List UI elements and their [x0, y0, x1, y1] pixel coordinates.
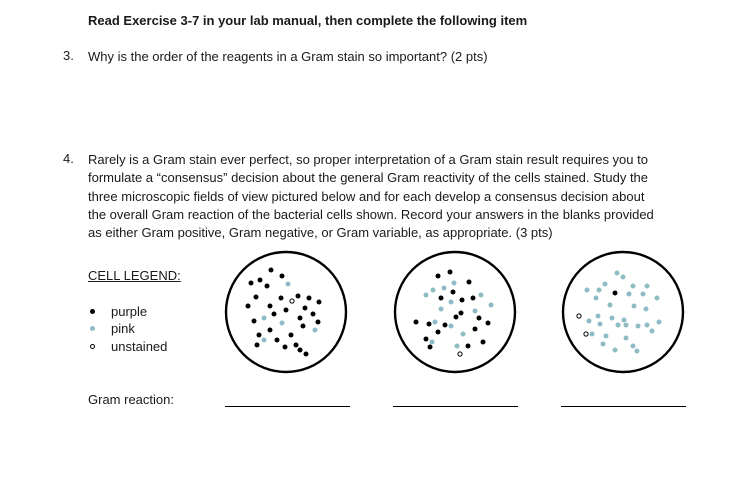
- pink-cell: [430, 340, 435, 345]
- question-4-text: [88, 151, 688, 242]
- purple-cell: [265, 284, 270, 289]
- purple-cell: [414, 320, 419, 325]
- gram-reaction-label: Gram reaction:: [88, 392, 174, 407]
- purple-cell: [298, 316, 303, 321]
- purple-cell: [317, 300, 322, 305]
- pink-cell: [624, 323, 629, 328]
- pink-cell: [262, 316, 267, 321]
- pink-cell: [585, 288, 590, 293]
- answer-blank-field-1[interactable]: [225, 406, 350, 407]
- purple-cell: [289, 333, 294, 338]
- field-of-view-circle: [563, 252, 683, 372]
- pink-cell: [280, 321, 285, 326]
- pink-cell: [424, 293, 429, 298]
- pink-cell: [262, 338, 267, 343]
- answer-blank-field-3[interactable]: [561, 406, 686, 407]
- purple-cell: [269, 268, 274, 273]
- pink-cell: [610, 316, 615, 321]
- purple-cell: [428, 345, 433, 350]
- pink-cell: [473, 309, 478, 314]
- pink-cell: [590, 332, 595, 337]
- pink-cell: [461, 332, 466, 337]
- purple-cell: [424, 337, 429, 342]
- purple-cell: [268, 304, 273, 309]
- pink-cell: [596, 314, 601, 319]
- cell-legend-title-text: CELL LEGEND: [88, 268, 178, 283]
- purple-cell: [307, 296, 312, 301]
- unstained-cell: [290, 299, 294, 303]
- cell-legend-title: [88, 268, 181, 283]
- pink-cell: [631, 284, 636, 289]
- legend-item-purple: [88, 302, 147, 320]
- pink-cell: [631, 344, 636, 349]
- pink-cell: [479, 293, 484, 298]
- pink-cell: [632, 304, 637, 309]
- purple-cell: [443, 323, 448, 328]
- purple-cell: [613, 291, 618, 296]
- purple-cell: [486, 321, 491, 326]
- pink-cell: [645, 284, 650, 289]
- cell-legend-colon: :: [177, 268, 181, 283]
- pink-cell: [455, 344, 460, 349]
- purple-cell: [427, 322, 432, 327]
- pink-cell: [657, 320, 662, 325]
- pink-cell: [603, 282, 608, 287]
- question-3-text: Why is the order of the reagents in a Gram stain so important? (2 pts): [88, 49, 488, 64]
- purple-cell: [454, 315, 459, 320]
- question-4-line: as either Gram positive, Gram negative, or Gram variable, as appropriate. (3 pts): [88, 225, 553, 241]
- purple-cell: [311, 312, 316, 317]
- pink-cell: [449, 324, 454, 329]
- pink-cell: [627, 292, 632, 297]
- pink-cell: [644, 307, 649, 312]
- purple-cell: [279, 296, 284, 301]
- purple-cell: [459, 311, 464, 316]
- purple-cell: [436, 274, 441, 279]
- pink-cell: [442, 286, 447, 291]
- pink-cell: [431, 288, 436, 293]
- pink-cell: [655, 296, 660, 301]
- purple-cell: [283, 345, 288, 350]
- pink-cell: [624, 336, 629, 341]
- microscope-field-3: [561, 250, 685, 374]
- pink-cell: [597, 288, 602, 293]
- purple-cell: [246, 304, 251, 309]
- pink-cell: [622, 318, 627, 323]
- question-4-line: formulate a “consensus” decision about the general Gram reactivity of the cells stained. Study the: [88, 170, 649, 186]
- purple-cell: [451, 290, 456, 295]
- pink-cell: [635, 349, 640, 354]
- purple-cell: [460, 298, 465, 303]
- purple-cell: [272, 312, 277, 317]
- exercise-heading: Read Exercise 3-7 in your lab manual, then complete the following item: [88, 13, 528, 28]
- purple-cell: [316, 320, 321, 325]
- pink-cell: [650, 329, 655, 334]
- pink-cell: [645, 323, 650, 328]
- question-4-number: 4.: [63, 151, 74, 166]
- pink-cell: [616, 323, 621, 328]
- pink-cell: [621, 275, 626, 280]
- unstained-cell-icon: [90, 344, 95, 349]
- purple-cell: [257, 333, 262, 338]
- purple-cell: [473, 327, 478, 332]
- pink-cell: [433, 320, 438, 325]
- pink-cell: [439, 307, 444, 312]
- purple-cell: [439, 296, 444, 301]
- purple-cell: [436, 330, 441, 335]
- pink-cell: [313, 328, 318, 333]
- pink-cell-icon: [90, 326, 95, 331]
- purple-cell: [477, 316, 482, 321]
- question-4-line: three microscopic fields of view pictured below and for each develop a consensus decision about: [88, 188, 645, 204]
- question-4-line: the overall Gram reaction of the bacterial cells shown. Record your answers in the blanks provided: [88, 206, 654, 222]
- pink-cell: [452, 281, 457, 286]
- purple-cell: [303, 306, 308, 311]
- purple-cell: [258, 278, 263, 283]
- pink-cell: [449, 300, 454, 305]
- purple-cell: [280, 274, 285, 279]
- unstained-cell: [584, 332, 588, 336]
- purple-cell: [255, 343, 260, 348]
- purple-cell: [301, 324, 306, 329]
- purple-cell: [467, 280, 472, 285]
- pink-cell: [604, 334, 609, 339]
- pink-cell: [608, 303, 613, 308]
- purple-cell: [296, 294, 301, 299]
- legend-label: unstained: [111, 338, 168, 354]
- pink-cell: [641, 292, 646, 297]
- question-3-number: 3.: [63, 48, 74, 63]
- pink-cell: [598, 322, 603, 327]
- pink-cell: [601, 342, 606, 347]
- pink-cell: [489, 303, 494, 308]
- legend-item-unstained: [88, 337, 167, 355]
- answer-blank-field-2[interactable]: [393, 406, 518, 407]
- pink-cell: [636, 324, 641, 329]
- purple-cell: [304, 352, 309, 357]
- purple-cell: [466, 344, 471, 349]
- purple-cell: [298, 348, 303, 353]
- purple-cell: [275, 338, 280, 343]
- purple-cell: [294, 343, 299, 348]
- legend-item-pink: [88, 319, 135, 337]
- pink-cell: [587, 319, 592, 324]
- purple-cell: [481, 340, 486, 345]
- legend-label: pink: [111, 320, 135, 336]
- pink-cell: [615, 271, 620, 276]
- unstained-cell: [458, 352, 462, 356]
- purple-cell: [284, 308, 289, 313]
- field-of-view-circle: [395, 252, 515, 372]
- pink-cell: [594, 296, 599, 301]
- purple-cell: [252, 319, 257, 324]
- pink-cell: [613, 348, 618, 353]
- legend-label: purple: [111, 303, 148, 319]
- purple-cell-icon: [90, 309, 95, 314]
- question-4-line: Rarely is a Gram stain ever perfect, so proper interpretation of a Gram stain result requires you to: [88, 152, 648, 167]
- unstained-cell: [577, 314, 581, 318]
- purple-cell: [249, 281, 254, 286]
- purple-cell: [254, 295, 259, 300]
- microscope-field-2: [393, 250, 517, 374]
- purple-cell: [268, 328, 273, 333]
- purple-cell: [448, 270, 453, 275]
- pink-cell: [286, 282, 291, 287]
- purple-cell: [471, 296, 476, 301]
- microscope-field-1: [224, 250, 348, 374]
